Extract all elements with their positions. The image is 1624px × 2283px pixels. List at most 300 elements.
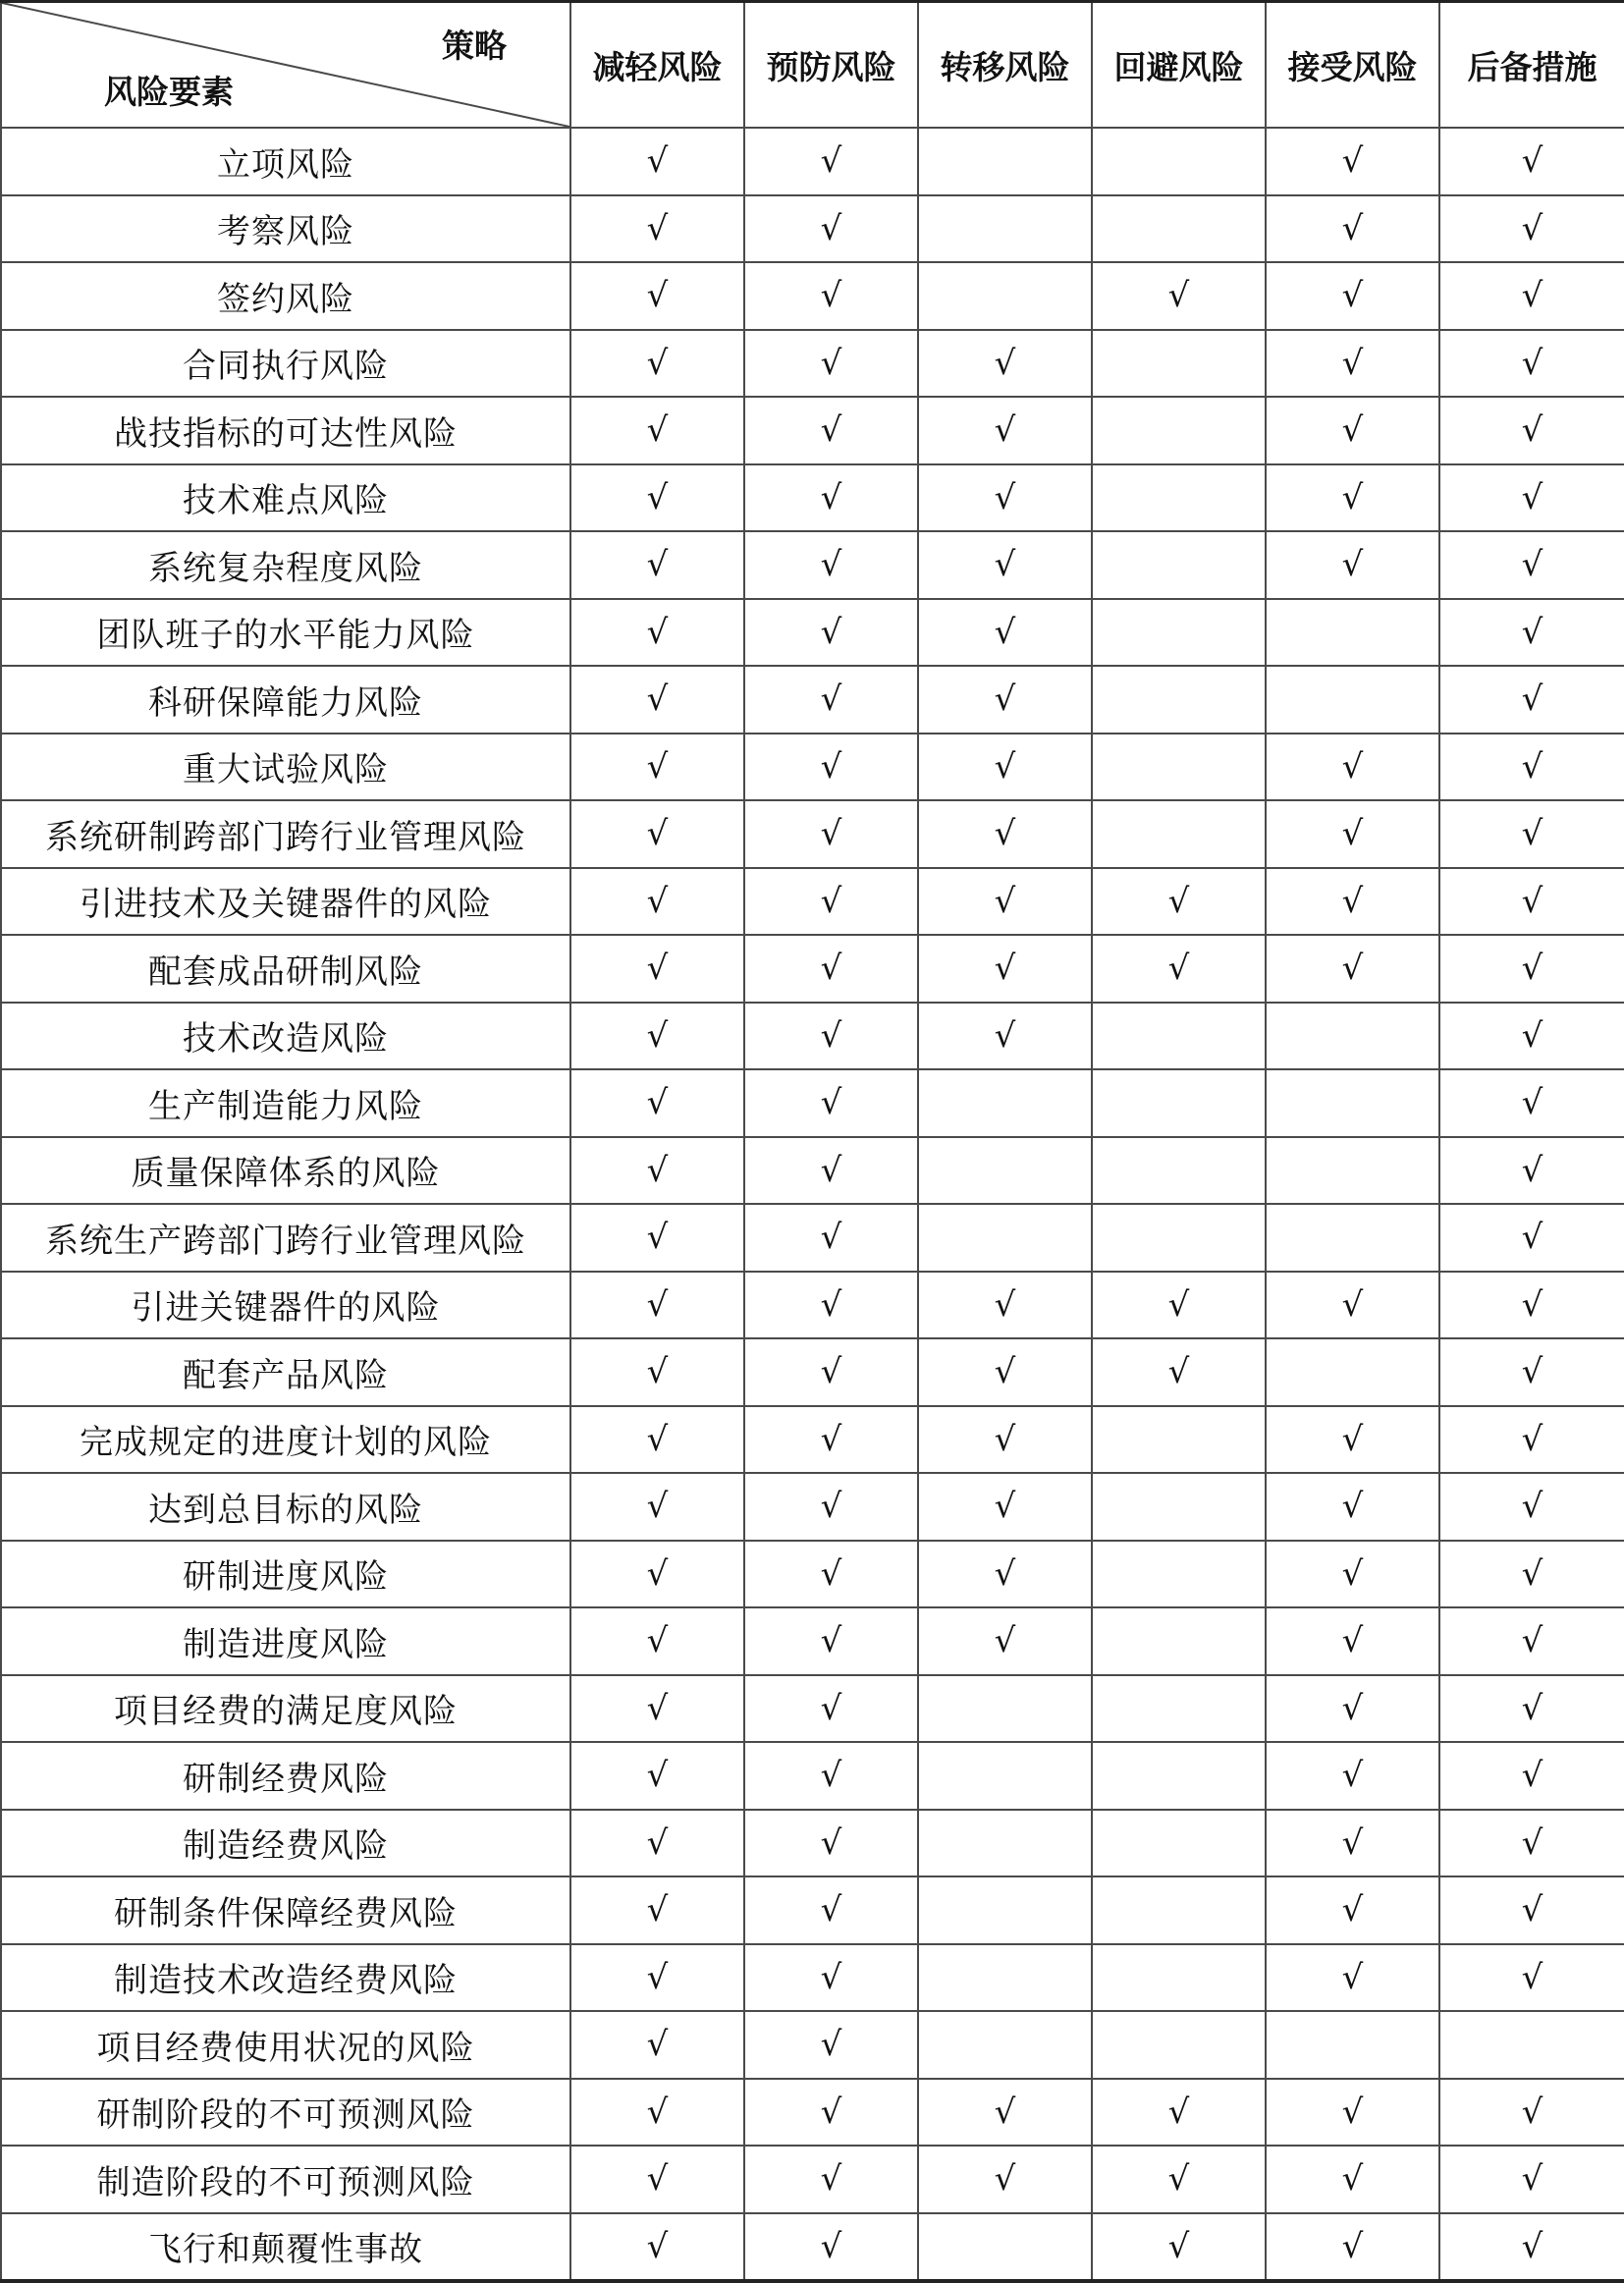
check-mark-icon: √ xyxy=(646,679,669,720)
table-row xyxy=(1,2011,1624,2079)
check-mark-icon: √ xyxy=(1341,1284,1364,1325)
check-mark-icon: √ xyxy=(1341,1419,1364,1459)
check-cell-mitigate xyxy=(570,666,744,734)
check-cell-mitigate xyxy=(570,1204,744,1272)
table-row xyxy=(1,734,1624,801)
check-mark-icon: √ xyxy=(1521,410,1543,451)
check-cell-avoid xyxy=(1092,464,1266,532)
check-cell-mitigate xyxy=(570,2146,744,2213)
check-cell-prevent xyxy=(744,599,918,667)
check-mark-icon: √ xyxy=(1521,545,1543,585)
column-header-mitigate: 减轻风险 xyxy=(570,2,744,129)
check-cell-backup xyxy=(1439,1069,1624,1137)
check-cell-avoid xyxy=(1092,397,1266,464)
risk-factor-label: 系统研制跨部门跨行业管理风险 xyxy=(1,800,570,868)
column-header-avoid: 回避风险 xyxy=(1092,2,1266,129)
check-mark-icon: √ xyxy=(994,949,1016,989)
check-cell-mitigate xyxy=(570,1069,744,1137)
check-cell-mitigate xyxy=(570,1003,744,1070)
check-cell-backup xyxy=(1439,1810,1624,1877)
check-mark-icon: √ xyxy=(646,1487,669,1527)
check-mark-icon: √ xyxy=(1521,1352,1543,1392)
check-mark-icon: √ xyxy=(646,1957,669,1997)
check-mark-icon: √ xyxy=(820,881,842,921)
check-cell-prevent xyxy=(744,1876,918,1944)
check-cell-backup xyxy=(1439,195,1624,263)
check-cell-accept xyxy=(1266,734,1439,801)
check-cell-backup xyxy=(1439,262,1624,330)
check-cell-backup xyxy=(1439,1473,1624,1541)
check-cell-accept xyxy=(1266,1541,1439,1608)
check-cell-prevent xyxy=(744,2146,918,2213)
check-cell-transfer xyxy=(918,397,1092,464)
check-cell-transfer xyxy=(918,1473,1092,1541)
check-cell-mitigate xyxy=(570,800,744,868)
check-mark-icon: √ xyxy=(1521,1621,1543,1661)
check-mark-icon: √ xyxy=(994,814,1016,854)
check-cell-backup xyxy=(1439,1003,1624,1070)
risk-factor-label: 立项风险 xyxy=(1,128,570,195)
check-mark-icon: √ xyxy=(820,1621,842,1661)
check-cell-transfer xyxy=(918,1810,1092,1877)
table-row xyxy=(1,397,1624,464)
risk-factor-label: 考察风险 xyxy=(1,195,570,263)
risk-factor-label: 研制经费风险 xyxy=(1,1742,570,1810)
check-cell-backup xyxy=(1439,1338,1624,1406)
table-row xyxy=(1,800,1624,868)
check-mark-icon: √ xyxy=(646,1890,669,1930)
table-row xyxy=(1,531,1624,599)
check-cell-transfer xyxy=(918,1137,1092,1205)
check-mark-icon: √ xyxy=(646,477,669,517)
risk-factor-label: 团队班子的水平能力风险 xyxy=(1,599,570,667)
check-cell-prevent xyxy=(744,1944,918,2012)
risk-factor-label: 研制进度风险 xyxy=(1,1541,570,1608)
table-row xyxy=(1,1944,1624,2012)
check-cell-avoid xyxy=(1092,935,1266,1003)
check-cell-avoid xyxy=(1092,1003,1266,1070)
check-mark-icon: √ xyxy=(820,679,842,720)
table-row xyxy=(1,1742,1624,1810)
table-row xyxy=(1,128,1624,195)
check-mark-icon: √ xyxy=(1341,1822,1364,1863)
check-cell-backup xyxy=(1439,1272,1624,1339)
check-mark-icon: √ xyxy=(994,477,1016,517)
check-cell-backup xyxy=(1439,330,1624,398)
check-cell-mitigate xyxy=(570,1675,744,1743)
check-mark-icon: √ xyxy=(820,477,842,517)
table-row xyxy=(1,1069,1624,1137)
check-cell-prevent xyxy=(744,1204,918,1272)
check-mark-icon: √ xyxy=(1521,2226,1543,2266)
check-cell-mitigate xyxy=(570,531,744,599)
check-mark-icon: √ xyxy=(1341,1756,1364,1796)
check-cell-accept xyxy=(1266,2079,1439,2147)
check-mark-icon: √ xyxy=(1341,814,1364,854)
check-mark-icon: √ xyxy=(646,141,669,182)
check-mark-icon: √ xyxy=(820,1218,842,1258)
check-cell-prevent xyxy=(744,1607,918,1675)
check-cell-transfer xyxy=(918,734,1092,801)
check-mark-icon: √ xyxy=(1521,881,1543,921)
check-cell-avoid xyxy=(1092,2146,1266,2213)
check-cell-avoid xyxy=(1092,1473,1266,1541)
check-mark-icon: √ xyxy=(994,545,1016,585)
check-cell-avoid xyxy=(1092,1272,1266,1339)
check-mark-icon: √ xyxy=(820,1487,842,1527)
check-cell-avoid xyxy=(1092,195,1266,263)
check-cell-avoid xyxy=(1092,1742,1266,1810)
check-mark-icon: √ xyxy=(646,2159,669,2200)
check-cell-mitigate xyxy=(570,1473,744,1541)
check-mark-icon: √ xyxy=(1341,1553,1364,1594)
check-cell-backup xyxy=(1439,1204,1624,1272)
check-mark-icon: √ xyxy=(1521,679,1543,720)
check-cell-mitigate xyxy=(570,1338,744,1406)
risk-factor-label: 研制条件保障经费风险 xyxy=(1,1876,570,1944)
check-mark-icon: √ xyxy=(820,2226,842,2266)
check-cell-prevent xyxy=(744,1137,918,1205)
check-cell-accept xyxy=(1266,599,1439,667)
table-row xyxy=(1,1675,1624,1743)
check-cell-mitigate xyxy=(570,1272,744,1339)
check-cell-mitigate xyxy=(570,464,744,532)
table-row xyxy=(1,1607,1624,1675)
check-cell-backup xyxy=(1439,734,1624,801)
risk-factor-label: 制造经费风险 xyxy=(1,1810,570,1877)
check-cell-avoid xyxy=(1092,1406,1266,1474)
table-row xyxy=(1,1338,1624,1406)
check-mark-icon: √ xyxy=(646,208,669,248)
check-cell-accept xyxy=(1266,1406,1439,1474)
check-mark-icon: √ xyxy=(820,208,842,248)
table-row xyxy=(1,1876,1624,1944)
check-mark-icon: √ xyxy=(820,746,842,787)
check-cell-avoid xyxy=(1092,1541,1266,1608)
check-mark-icon: √ xyxy=(820,1890,842,1930)
check-cell-avoid xyxy=(1092,1810,1266,1877)
check-cell-avoid xyxy=(1092,2079,1266,2147)
check-mark-icon: √ xyxy=(1521,1218,1543,1258)
check-mark-icon: √ xyxy=(820,949,842,989)
table-row xyxy=(1,1137,1624,1205)
risk-factor-label: 完成规定的进度计划的风险 xyxy=(1,1406,570,1474)
check-mark-icon: √ xyxy=(646,949,669,989)
check-cell-mitigate xyxy=(570,1137,744,1205)
check-cell-transfer xyxy=(918,1944,1092,2012)
check-cell-prevent xyxy=(744,1406,918,1474)
check-cell-accept xyxy=(1266,1607,1439,1675)
check-mark-icon: √ xyxy=(1521,949,1543,989)
check-cell-accept xyxy=(1266,195,1439,263)
check-cell-accept xyxy=(1266,1137,1439,1205)
table-row xyxy=(1,1003,1624,1070)
check-mark-icon: √ xyxy=(646,2226,669,2266)
check-cell-mitigate xyxy=(570,2011,744,2079)
check-mark-icon: √ xyxy=(1167,2226,1190,2266)
check-mark-icon: √ xyxy=(646,2025,669,2065)
risk-factor-label: 质量保障体系的风险 xyxy=(1,1137,570,1205)
check-cell-prevent xyxy=(744,1541,918,1608)
check-cell-backup xyxy=(1439,464,1624,532)
check-mark-icon: √ xyxy=(1521,1015,1543,1056)
table-body xyxy=(1,128,1624,2281)
check-mark-icon: √ xyxy=(820,1957,842,1997)
check-cell-avoid xyxy=(1092,1944,1266,2012)
check-cell-accept xyxy=(1266,1876,1439,1944)
check-mark-icon: √ xyxy=(646,1756,669,1796)
check-mark-icon: √ xyxy=(1167,881,1190,921)
table-row xyxy=(1,1810,1624,1877)
check-cell-mitigate xyxy=(570,868,744,936)
check-cell-prevent xyxy=(744,1742,918,1810)
check-mark-icon: √ xyxy=(1341,276,1364,316)
check-cell-accept xyxy=(1266,1204,1439,1272)
check-cell-transfer xyxy=(918,2079,1092,2147)
check-mark-icon: √ xyxy=(1521,477,1543,517)
check-cell-avoid xyxy=(1092,2011,1266,2079)
risk-factor-label: 技术改造风险 xyxy=(1,1003,570,1070)
check-mark-icon: √ xyxy=(1341,881,1364,921)
check-cell-transfer xyxy=(918,262,1092,330)
check-mark-icon: √ xyxy=(1521,1890,1543,1930)
table-row xyxy=(1,195,1624,263)
check-mark-icon: √ xyxy=(820,2092,842,2132)
check-mark-icon: √ xyxy=(1521,1419,1543,1459)
check-cell-transfer xyxy=(918,330,1092,398)
check-cell-prevent xyxy=(744,1338,918,1406)
check-mark-icon: √ xyxy=(1341,208,1364,248)
check-mark-icon: √ xyxy=(646,276,669,316)
check-cell-mitigate xyxy=(570,1810,744,1877)
check-mark-icon: √ xyxy=(1167,2159,1190,2200)
check-cell-backup xyxy=(1439,1675,1624,1743)
check-mark-icon: √ xyxy=(994,1487,1016,1527)
check-mark-icon: √ xyxy=(820,2159,842,2200)
check-mark-icon: √ xyxy=(1341,477,1364,517)
risk-factor-label: 战技指标的可达性风险 xyxy=(1,397,570,464)
check-cell-transfer xyxy=(918,666,1092,734)
risk-factor-label: 系统复杂程度风险 xyxy=(1,531,570,599)
check-cell-accept xyxy=(1266,330,1439,398)
risk-factor-axis-label: 风险要素 xyxy=(104,73,234,111)
check-cell-accept xyxy=(1266,1742,1439,1810)
check-mark-icon: √ xyxy=(820,276,842,316)
check-cell-mitigate xyxy=(570,1406,744,1474)
check-cell-prevent xyxy=(744,868,918,936)
table-row xyxy=(1,2146,1624,2213)
table-row xyxy=(1,2079,1624,2147)
check-cell-prevent xyxy=(744,531,918,599)
check-mark-icon: √ xyxy=(994,1284,1016,1325)
corner-header-cell xyxy=(1,2,570,129)
risk-factor-label: 配套产品风险 xyxy=(1,1338,570,1406)
risk-factor-label: 技术难点风险 xyxy=(1,464,570,532)
check-cell-transfer xyxy=(918,1003,1092,1070)
check-mark-icon: √ xyxy=(1521,343,1543,383)
check-cell-transfer xyxy=(918,2011,1092,2079)
check-cell-mitigate xyxy=(570,2079,744,2147)
check-cell-backup xyxy=(1439,1137,1624,1205)
check-cell-transfer xyxy=(918,1069,1092,1137)
check-mark-icon: √ xyxy=(1521,208,1543,248)
check-cell-accept xyxy=(1266,1810,1439,1877)
check-cell-transfer xyxy=(918,1607,1092,1675)
check-mark-icon: √ xyxy=(820,1688,842,1728)
check-cell-avoid xyxy=(1092,531,1266,599)
check-cell-prevent xyxy=(744,2011,918,2079)
check-cell-transfer xyxy=(918,1338,1092,1406)
table-row xyxy=(1,262,1624,330)
check-cell-backup xyxy=(1439,2079,1624,2147)
check-cell-transfer xyxy=(918,599,1092,667)
check-mark-icon: √ xyxy=(646,2092,669,2132)
check-cell-prevent xyxy=(744,734,918,801)
check-cell-prevent xyxy=(744,1272,918,1339)
check-cell-prevent xyxy=(744,2079,918,2147)
check-mark-icon: √ xyxy=(646,1553,669,1594)
check-mark-icon: √ xyxy=(1341,1957,1364,1997)
check-mark-icon: √ xyxy=(646,1218,669,1258)
check-mark-icon: √ xyxy=(994,1015,1016,1056)
risk-factor-label: 飞行和颠覆性事故 xyxy=(1,2213,570,2282)
check-cell-backup xyxy=(1439,1944,1624,2012)
check-cell-transfer xyxy=(918,195,1092,263)
check-mark-icon: √ xyxy=(1167,276,1190,316)
check-cell-prevent xyxy=(744,128,918,195)
check-cell-mitigate xyxy=(570,1742,744,1810)
check-cell-mitigate xyxy=(570,128,744,195)
risk-factor-label: 制造技术改造经费风险 xyxy=(1,1944,570,2012)
check-mark-icon: √ xyxy=(820,545,842,585)
check-mark-icon: √ xyxy=(1521,1822,1543,1863)
check-cell-transfer xyxy=(918,2146,1092,2213)
risk-factor-label: 项目经费使用状况的风险 xyxy=(1,2011,570,2079)
check-cell-prevent xyxy=(744,935,918,1003)
check-cell-mitigate xyxy=(570,734,744,801)
risk-factor-label: 制造进度风险 xyxy=(1,1607,570,1675)
check-mark-icon: √ xyxy=(1521,2159,1543,2200)
check-cell-mitigate xyxy=(570,935,744,1003)
check-cell-avoid xyxy=(1092,868,1266,936)
risk-factor-label: 配套成品研制风险 xyxy=(1,935,570,1003)
check-cell-backup xyxy=(1439,1406,1624,1474)
check-mark-icon: √ xyxy=(646,746,669,787)
check-mark-icon: √ xyxy=(994,410,1016,451)
check-cell-avoid xyxy=(1092,1137,1266,1205)
check-mark-icon: √ xyxy=(994,881,1016,921)
table-row xyxy=(1,935,1624,1003)
check-mark-icon: √ xyxy=(820,410,842,451)
check-mark-icon: √ xyxy=(820,1352,842,1392)
column-header-accept: 接受风险 xyxy=(1266,2,1439,129)
check-mark-icon: √ xyxy=(820,343,842,383)
check-cell-accept xyxy=(1266,935,1439,1003)
check-cell-mitigate xyxy=(570,599,744,667)
check-cell-avoid xyxy=(1092,1876,1266,1944)
table-row xyxy=(1,599,1624,667)
check-mark-icon: √ xyxy=(820,612,842,652)
check-mark-icon: √ xyxy=(994,2092,1016,2132)
check-cell-transfer xyxy=(918,2213,1092,2282)
check-mark-icon: √ xyxy=(646,343,669,383)
check-mark-icon: √ xyxy=(1521,1487,1543,1527)
check-mark-icon: √ xyxy=(646,545,669,585)
check-mark-icon: √ xyxy=(820,1756,842,1796)
check-mark-icon: √ xyxy=(1167,1284,1190,1325)
check-cell-transfer xyxy=(918,128,1092,195)
check-mark-icon: √ xyxy=(820,814,842,854)
check-mark-icon: √ xyxy=(646,1688,669,1728)
check-cell-accept xyxy=(1266,1272,1439,1339)
check-cell-backup xyxy=(1439,800,1624,868)
check-cell-backup xyxy=(1439,128,1624,195)
check-cell-prevent xyxy=(744,1473,918,1541)
check-cell-accept xyxy=(1266,464,1439,532)
check-mark-icon: √ xyxy=(1341,1621,1364,1661)
column-header-backup: 后备措施 xyxy=(1439,2,1624,129)
table-row xyxy=(1,464,1624,532)
table-row xyxy=(1,1541,1624,1608)
check-mark-icon: √ xyxy=(1341,2092,1364,2132)
check-cell-mitigate xyxy=(570,1944,744,2012)
check-mark-icon: √ xyxy=(1341,2159,1364,2200)
check-cell-backup xyxy=(1439,1876,1624,1944)
check-cell-mitigate xyxy=(570,262,744,330)
check-cell-prevent xyxy=(744,1675,918,1743)
strategy-axis-label: 策略 xyxy=(442,27,507,65)
check-mark-icon: √ xyxy=(646,612,669,652)
check-cell-backup xyxy=(1439,2011,1624,2079)
check-cell-transfer xyxy=(918,1272,1092,1339)
check-cell-accept xyxy=(1266,1069,1439,1137)
check-cell-transfer xyxy=(918,1675,1092,1743)
check-cell-prevent xyxy=(744,262,918,330)
check-cell-transfer xyxy=(918,1541,1092,1608)
check-cell-accept xyxy=(1266,397,1439,464)
check-mark-icon: √ xyxy=(1341,141,1364,182)
check-mark-icon: √ xyxy=(646,1150,669,1190)
check-cell-accept xyxy=(1266,2213,1439,2282)
check-cell-transfer xyxy=(918,1204,1092,1272)
check-cell-backup xyxy=(1439,1541,1624,1608)
risk-factor-label: 系统生产跨部门跨行业管理风险 xyxy=(1,1204,570,1272)
column-header-prevent: 预防风险 xyxy=(744,2,918,129)
check-mark-icon: √ xyxy=(1521,1284,1543,1325)
risk-factor-label: 生产制造能力风险 xyxy=(1,1069,570,1137)
check-cell-backup xyxy=(1439,935,1624,1003)
check-mark-icon: √ xyxy=(1521,612,1543,652)
check-mark-icon: √ xyxy=(646,1083,669,1123)
check-cell-accept xyxy=(1266,1675,1439,1743)
check-cell-transfer xyxy=(918,1742,1092,1810)
table-row xyxy=(1,1272,1624,1339)
check-mark-icon: √ xyxy=(1521,2092,1543,2132)
check-cell-prevent xyxy=(744,1069,918,1137)
table-row xyxy=(1,868,1624,936)
check-mark-icon: √ xyxy=(1341,949,1364,989)
check-cell-avoid xyxy=(1092,128,1266,195)
check-mark-icon: √ xyxy=(1341,1487,1364,1527)
check-mark-icon: √ xyxy=(1521,1553,1543,1594)
check-cell-avoid xyxy=(1092,800,1266,868)
risk-factor-label: 合同执行风险 xyxy=(1,330,570,398)
check-mark-icon: √ xyxy=(994,1352,1016,1392)
check-mark-icon: √ xyxy=(1521,1688,1543,1728)
check-mark-icon: √ xyxy=(1167,2092,1190,2132)
check-mark-icon: √ xyxy=(820,1150,842,1190)
check-mark-icon: √ xyxy=(994,2159,1016,2200)
